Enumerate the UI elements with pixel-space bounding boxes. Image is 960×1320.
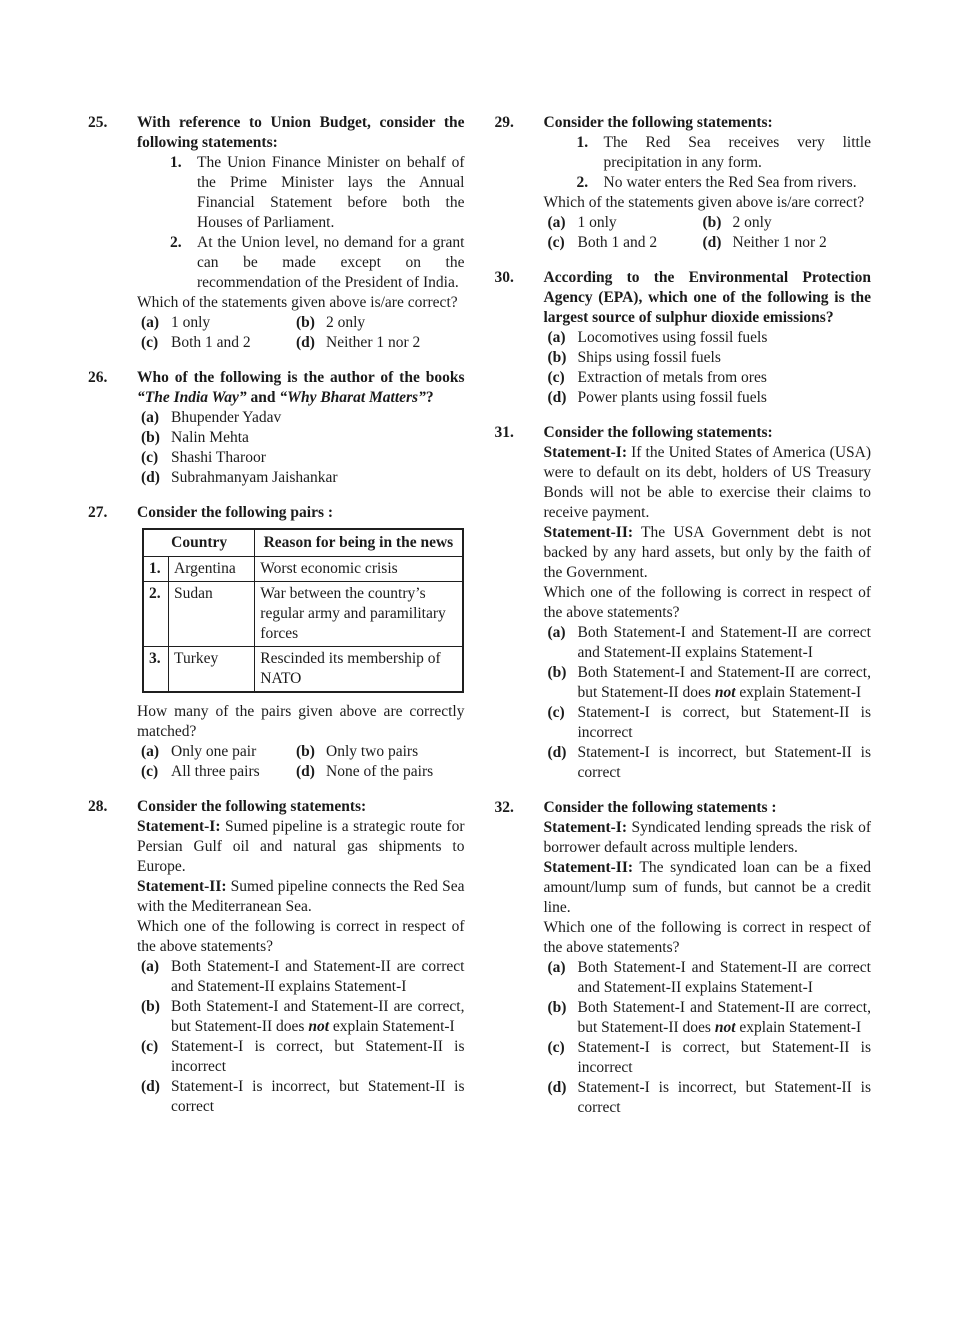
option-text — [326, 742, 465, 762]
text-segment: All three pairs — [171, 763, 260, 780]
text-segment: Power plants using fossil fuels — [577, 389, 767, 406]
text-segment: and — [246, 389, 280, 406]
option-text — [326, 333, 465, 353]
options-grid — [137, 313, 465, 353]
country-cell: Sudan — [169, 582, 255, 647]
paragraph — [137, 917, 465, 957]
option-letter: (c) — [547, 1039, 565, 1056]
table-row — [143, 582, 463, 647]
option-letter: (a) — [141, 958, 160, 975]
text-segment: Which one of the following is correct in respect of the above statements? — [137, 918, 465, 955]
text-segment: Statement-I is incorrect, but Statement-II is correct — [171, 1078, 465, 1115]
question-stem — [544, 798, 872, 818]
text-segment: Both Statement-I and Statement-II are correct and Statement-II explains Statement-I — [577, 959, 871, 996]
column-2 — [495, 113, 872, 1300]
paragraph — [544, 523, 872, 583]
option — [548, 328, 872, 348]
option-letter: (d) — [702, 234, 722, 251]
question-stem — [544, 268, 872, 328]
option-text — [578, 623, 872, 663]
option-letter: (c) — [547, 704, 565, 721]
paragraph — [137, 293, 465, 313]
option-letter: (c) — [141, 449, 159, 466]
text-segment: Ships using fossil fuels — [577, 349, 721, 366]
options-list — [137, 408, 465, 488]
text-segment: 1 only — [577, 214, 617, 231]
question-body — [544, 798, 872, 1118]
text-segment: not — [308, 1018, 330, 1035]
question-25 — [88, 113, 465, 353]
statement-number: 1. — [170, 154, 182, 171]
option — [141, 762, 296, 782]
question-28 — [88, 797, 465, 1117]
option — [141, 333, 296, 353]
text-segment: Both 1 and 2 — [171, 334, 251, 351]
question-number: 25. — [88, 114, 108, 131]
option-text — [578, 328, 872, 348]
option — [548, 958, 872, 998]
text-segment: If the United States of America (USA) were to default on its debt, holders of US Treasury Bonds will not be able to exercise their claims to receive payment. — [543, 444, 871, 521]
option-text — [578, 213, 703, 233]
text-segment: explain Statement-I — [735, 1019, 862, 1036]
question-30 — [495, 268, 872, 408]
text-segment: Statement-I is incorrect, but Statement-II is correct — [577, 1079, 871, 1116]
option-text — [171, 313, 296, 333]
option — [141, 1037, 465, 1077]
options-list — [137, 957, 465, 1117]
text-segment: Statement-II: — [543, 524, 634, 541]
text-segment: not — [714, 1019, 736, 1036]
reason-cell: Rescinded its membership of NATO — [255, 647, 463, 693]
text-segment: Consider the following statements: — [543, 424, 773, 441]
text-segment: Both Statement-I and Statement-II are correct, but Statement-II does — [577, 999, 871, 1036]
question-number: 27. — [88, 504, 108, 521]
text-segment: The USA Government debt is not backed by any hard assets, but only by the faith of the Government. — [543, 524, 871, 581]
option — [703, 233, 872, 253]
statement-text — [197, 153, 465, 233]
text-segment: How many of the pairs given above are correctly matched? — [137, 703, 465, 740]
option — [141, 1077, 465, 1117]
option — [141, 313, 296, 333]
country-cell: Argentina — [169, 557, 255, 582]
option-letter: (c) — [141, 763, 159, 780]
text-segment: The syndicated loan can be a fixed amount/lump sum of funds, but cannot be a credit line. — [543, 859, 871, 916]
text-segment: Syndicated lending spreads the risk of borrower default across multiple lenders. — [543, 819, 871, 856]
option-text — [326, 762, 465, 782]
text-segment: Consider the following pairs : — [137, 504, 334, 521]
option — [141, 428, 465, 448]
option — [141, 468, 465, 488]
text-segment: Statement-II: — [543, 859, 634, 876]
option-letter: (c) — [547, 234, 565, 251]
text-segment: not — [714, 684, 736, 701]
option — [296, 742, 465, 762]
statement-text — [604, 173, 872, 193]
option-letter: (b) — [141, 998, 160, 1015]
text-segment: Consider the following statements: — [137, 798, 367, 815]
text-segment: Neither 1 nor 2 — [732, 234, 827, 251]
question-stem — [137, 368, 465, 408]
option-text — [171, 1077, 465, 1117]
text-segment: ? — [425, 389, 434, 406]
question-stem — [137, 113, 465, 153]
options-grid — [137, 742, 465, 782]
option-text — [578, 703, 872, 743]
text-segment: According to the Environmental Protection Agency (EPA), which one of the following is the largest source of sulphur dioxide emissions? — [543, 269, 871, 326]
option — [141, 997, 465, 1037]
pair-number-cell: 1. — [143, 557, 169, 582]
option-text — [171, 448, 465, 468]
question-body — [137, 797, 465, 1117]
option-text — [326, 313, 465, 333]
option — [548, 1078, 872, 1118]
statement-list-item — [137, 233, 465, 293]
options-list — [544, 328, 872, 408]
text-segment: Which one of the following is correct in respect of the above statements? — [543, 584, 871, 621]
option-text — [578, 1078, 872, 1118]
table-row — [143, 647, 463, 693]
option-letter: (a) — [547, 329, 566, 346]
option — [548, 1038, 872, 1078]
question-number: 29. — [494, 114, 514, 131]
question-32 — [495, 798, 872, 1118]
text-segment: “Why Bharat Matters” — [279, 389, 426, 406]
table-body — [143, 557, 463, 693]
text-segment: Bhupender Yadav — [171, 409, 282, 426]
pair-number-cell: 3. — [143, 647, 169, 693]
option — [548, 998, 872, 1038]
table-header — [143, 529, 463, 557]
option-text — [733, 213, 872, 233]
option — [548, 233, 703, 253]
pair-number-cell: 2. — [143, 582, 169, 647]
option — [548, 703, 872, 743]
option-text — [578, 233, 703, 253]
option — [548, 348, 872, 368]
reason-cell: Worst economic crisis — [255, 557, 463, 582]
text-segment: Statement-I is correct, but Statement-II is incorrect — [171, 1038, 465, 1075]
text-segment: 1 only — [171, 314, 211, 331]
paragraph — [544, 583, 872, 623]
question-body — [544, 423, 872, 783]
paragraph — [544, 443, 872, 523]
question-27 — [88, 503, 465, 782]
question-number: 28. — [88, 798, 108, 815]
option-text — [171, 468, 465, 488]
option-letter: (d) — [141, 469, 160, 486]
question-number: 26. — [88, 369, 108, 386]
text-segment: Statement-I is correct, but Statement-II is incorrect — [577, 1039, 871, 1076]
option — [548, 388, 872, 408]
option-text — [578, 663, 872, 703]
option-letter: (d) — [547, 389, 567, 406]
question-29 — [495, 113, 872, 253]
text-segment: Consider the following statements: — [543, 114, 773, 131]
paragraph — [137, 817, 465, 877]
text-segment: Which one of the following is correct in respect of the above statements? — [543, 919, 871, 956]
text-segment: Nalin Mehta — [171, 429, 249, 446]
reason-header: Reason for being in the news — [255, 529, 463, 557]
text-segment: explain Statement-I — [329, 1018, 455, 1035]
option-text — [171, 408, 465, 428]
option-text — [171, 428, 465, 448]
option — [548, 743, 872, 783]
question-number: 32. — [494, 799, 514, 816]
statement-list-item — [544, 173, 872, 193]
options-grid — [544, 213, 872, 253]
option-letter: (d) — [141, 1078, 160, 1095]
column-1 — [88, 113, 465, 1300]
paragraph — [137, 877, 465, 917]
option-text — [171, 742, 296, 762]
option — [141, 742, 296, 762]
paragraph — [544, 193, 872, 213]
statement-list-item — [137, 153, 465, 233]
country-header: Country — [143, 529, 255, 557]
option — [548, 368, 872, 388]
option-letter: (b) — [296, 743, 315, 760]
option-text — [171, 957, 465, 997]
option-letter: (b) — [296, 314, 315, 331]
text-segment: Shashi Tharoor — [171, 449, 266, 466]
paragraph — [137, 702, 465, 742]
option-letter: (a) — [547, 959, 566, 976]
option-letter: (b) — [141, 429, 160, 446]
option-letter: (d) — [547, 1079, 567, 1096]
text-segment: Statement-I is correct, but Statement-II is incorrect — [577, 704, 871, 741]
text-segment: Extraction of metals from ores — [577, 369, 767, 386]
text-segment: Both Statement-I and Statement-II are correct, but Statement-II does — [171, 998, 465, 1035]
question-number: 31. — [494, 424, 514, 441]
option-letter: (b) — [702, 214, 722, 231]
option — [548, 663, 872, 703]
option-letter: (c) — [141, 1038, 159, 1055]
option-text — [578, 743, 872, 783]
text-segment: Both 1 and 2 — [577, 234, 658, 251]
option — [548, 623, 872, 663]
text-segment: Which of the statements given above is/are correct? — [137, 294, 458, 311]
option-text — [578, 348, 872, 368]
statement-text — [197, 233, 465, 293]
option-text — [578, 998, 872, 1038]
question-stem — [137, 797, 465, 817]
question-body — [544, 268, 872, 408]
option-text — [171, 997, 465, 1037]
option — [703, 213, 872, 233]
question-body — [137, 503, 465, 782]
question-stem — [137, 503, 465, 523]
text-segment: Both Statement-I and Statement-II are correct and Statement-II explains Statement-I — [171, 958, 465, 995]
statement-number: 1. — [576, 134, 589, 151]
text-segment: Sumed pipeline connects the Red Sea with the Mediterranean Sea. — [137, 878, 465, 915]
option-letter: (a) — [141, 314, 160, 331]
option-text — [578, 388, 872, 408]
text-segment: Statement-I: — [137, 818, 221, 835]
option-letter: (a) — [547, 214, 566, 231]
statement-text — [604, 133, 872, 173]
text-segment: Only two pairs — [326, 743, 419, 760]
text-segment: The Red Sea receives very little precipitation in any form. — [603, 134, 871, 171]
option-letter: (a) — [547, 624, 566, 641]
text-segment: Subrahmanyam Jaishankar — [171, 469, 338, 486]
question-31 — [495, 423, 872, 783]
reason-cell: War between the country’s regular army and paramilitary forces — [255, 582, 463, 647]
table-header-row — [143, 529, 463, 557]
text-segment: Both Statement-I and Statement-II are correct, but Statement-II does — [577, 664, 871, 701]
option-text — [578, 1038, 872, 1078]
option-letter: (a) — [141, 409, 160, 426]
option-letter: (d) — [296, 763, 315, 780]
text-segment: Statement-I is incorrect, but Statement-II is correct — [577, 744, 871, 781]
paragraph — [544, 858, 872, 918]
question-number: 30. — [494, 269, 514, 286]
option-letter: (d) — [296, 334, 315, 351]
text-segment: Consider the following statements : — [543, 799, 777, 816]
option-text — [733, 233, 872, 253]
text-segment: Who of the following is the author of the books — [137, 369, 465, 386]
text-segment: Neither 1 nor 2 — [326, 334, 421, 351]
option-letter: (c) — [547, 369, 565, 386]
option — [296, 313, 465, 333]
text-segment: 2 only — [326, 314, 366, 331]
option — [296, 762, 465, 782]
text-segment: Only one pair — [171, 743, 257, 760]
option-letter: (b) — [547, 999, 567, 1016]
option-text — [171, 333, 296, 353]
option-text — [171, 762, 296, 782]
text-segment: None of the pairs — [326, 763, 434, 780]
paragraph — [544, 818, 872, 858]
question-stem — [544, 423, 872, 443]
option-text — [578, 958, 872, 998]
text-segment: No water enters the Red Sea from rivers. — [603, 174, 857, 191]
text-segment: With reference to Union Budget, consider the following statements: — [137, 114, 465, 151]
question-body — [137, 113, 465, 353]
option — [141, 408, 465, 428]
paragraph — [544, 918, 872, 958]
statement-list-item — [544, 133, 872, 173]
question-body — [137, 368, 465, 488]
option-text — [171, 1037, 465, 1077]
text-segment: Both Statement-I and Statement-II are correct and Statement-II explains Statement-I — [577, 624, 871, 661]
text-segment: Locomotives using fossil fuels — [577, 329, 768, 346]
text-segment: “The India Way” — [137, 389, 247, 406]
option-text — [578, 368, 872, 388]
country-cell: Turkey — [169, 647, 255, 693]
text-segment: Sumed pipeline is a strategic route for Persian Gulf oil and natural gas shipments to Europe. — [137, 818, 465, 875]
question-26 — [88, 368, 465, 488]
table-row — [143, 557, 463, 582]
option-letter: (c) — [141, 334, 159, 351]
pairs-table — [142, 528, 464, 693]
option — [141, 957, 465, 997]
text-segment: Statement-II: — [137, 878, 227, 895]
option-letter: (a) — [141, 743, 160, 760]
text-segment: The Union Finance Minister on behalf of the Prime Minister lays the Annual Financial Statement before both the Houses of Parliament. — [197, 154, 465, 231]
statement-number: 2. — [170, 234, 182, 251]
options-list — [544, 623, 872, 783]
text-segment: Which of the statements given above is/are correct? — [543, 194, 865, 211]
text-segment: Statement-I: — [543, 819, 628, 836]
text-segment: 2 only — [732, 214, 772, 231]
option — [296, 333, 465, 353]
option-letter: (b) — [547, 349, 567, 366]
text-segment: At the Union level, no demand for a grant can be made except on the recommendation of the President of India. — [197, 234, 465, 291]
option-letter: (d) — [547, 744, 567, 761]
option-letter: (b) — [547, 664, 567, 681]
question-body — [544, 113, 872, 253]
options-list — [544, 958, 872, 1118]
question-stem — [544, 113, 872, 133]
text-segment: Statement-I: — [543, 444, 628, 461]
text-segment: explain Statement-I — [735, 684, 862, 701]
statement-number: 2. — [576, 174, 589, 191]
option — [548, 213, 703, 233]
option — [141, 448, 465, 468]
